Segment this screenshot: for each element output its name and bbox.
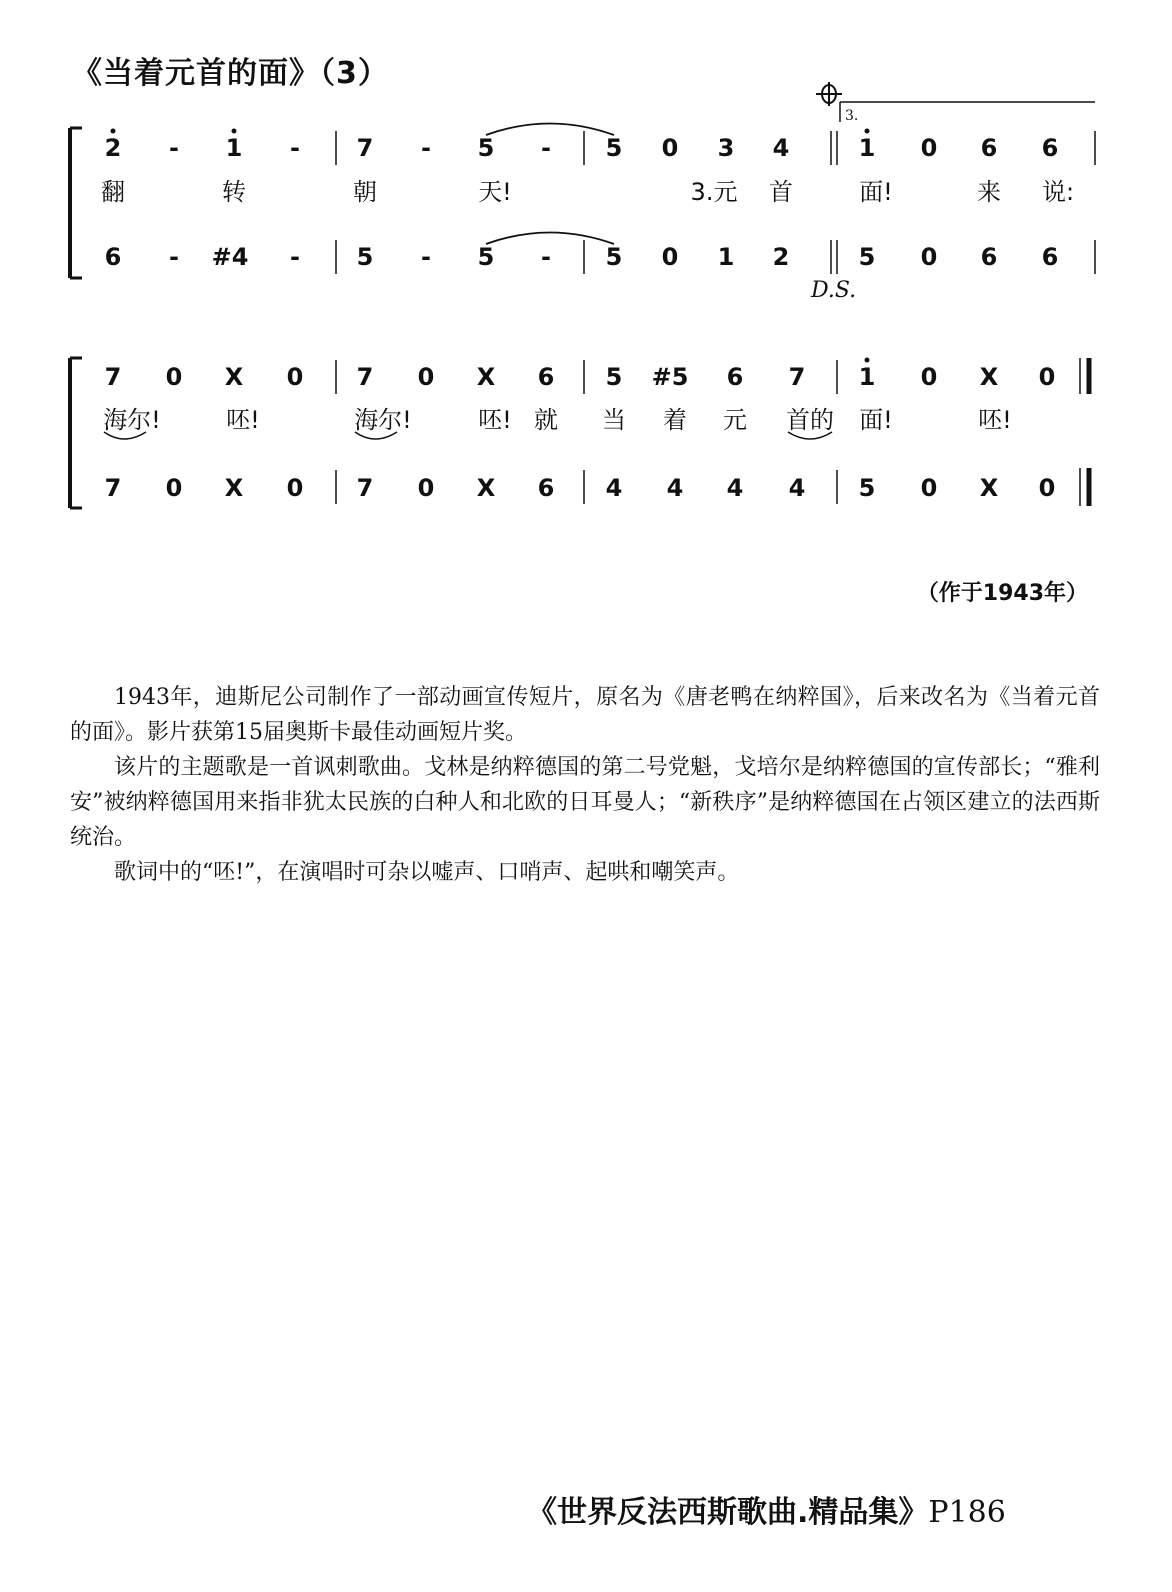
note: 6 [104,243,122,271]
note: 5 [477,134,495,162]
lyric: 转 [222,178,246,206]
note: 6 [980,243,998,271]
note: 4 [788,474,806,502]
note: 7 [104,474,122,502]
note: 1 [225,134,243,162]
numbered-score [0,0,1172,540]
note: 1 [858,134,876,162]
note: X [979,474,999,502]
note: 2 [772,243,790,271]
note: 4 [666,474,684,502]
note: 4 [772,134,790,162]
lyric: 朝 [353,178,377,206]
note: 1 [858,363,876,391]
note: 5 [605,363,623,391]
note: 0 [920,134,938,162]
lyric: 首的 [786,406,834,434]
note: 5 [605,243,623,271]
note: 7 [788,363,806,391]
note: 0 [661,134,679,162]
note: 6 [537,363,555,391]
note: 5 [477,243,495,271]
source-book: 《世界反法西斯歌曲.精品集》 [527,1495,929,1530]
note: X [224,363,244,391]
lyric: 来 [977,178,1001,206]
note: - [421,134,431,162]
source-page: P186 [928,1495,1006,1530]
note: 0 [165,474,183,502]
note: 6 [980,134,998,162]
note: 6 [726,363,744,391]
system-2-top-notes [105,363,1056,391]
note: - [541,243,551,271]
note: 0 [1038,474,1056,502]
note: 5 [605,134,623,162]
note: 0 [165,363,183,391]
coda-icon [816,82,842,106]
lyric: 着 [663,406,687,434]
note: 1 [717,243,735,271]
note: 0 [286,363,304,391]
note: X [224,474,244,502]
note: - [169,243,179,271]
note: 0 [920,243,938,271]
note: 4 [605,474,623,502]
note: 7 [104,363,122,391]
note: X [476,474,496,502]
lyric: 面! [859,406,893,434]
octave-dot [232,129,237,134]
note: 7 [356,474,374,502]
lyric: 呸! [478,406,512,434]
lyric: 说: [1041,178,1075,206]
octave-dot [865,358,870,363]
note: 4 [726,474,744,502]
system-2-bottom-notes [105,474,1056,502]
note: 0 [286,474,304,502]
volta-label: 3. [845,108,859,124]
lyric: 3.元 [690,178,738,206]
note: 0 [920,474,938,502]
system-2-lyrics [103,406,1012,434]
note: - [290,134,300,162]
note: - [421,243,431,271]
note: #4 [211,243,249,271]
note: X [476,363,496,391]
lyric: 当 [602,406,626,434]
note: 7 [356,363,374,391]
system-1-lyrics [101,178,1074,206]
lyric: 元 [723,406,747,434]
lyric: 天! [478,178,512,206]
paragraph: 该片的主题歌是一首讽刺歌曲。戈林是纳粹德国的第二号党魁，戈培尔是纳粹德国的宣传部长；“雅利安”被纳粹德国用来指非犹太民族的白种人和北欧的日耳曼人；“新秩序”是纳粹德国在占领区建立的法西斯统治。 [70,755,1100,850]
lyric: 首 [769,178,793,206]
note: #5 [651,363,689,391]
lyric: 海尔! [103,406,161,434]
lyric: 就 [534,406,558,434]
note: 0 [417,474,435,502]
note: 5 [356,243,374,271]
octave-dot [865,129,870,134]
note: 0 [1038,363,1056,391]
note: - [290,243,300,271]
lyric: 翻 [101,178,125,206]
note: 2 [104,134,122,162]
source-citation [527,1487,1006,1531]
note: 0 [661,243,679,271]
system-1-bottom-notes [105,243,1059,271]
note: 5 [858,243,876,271]
note: - [541,134,551,162]
paragraph: 歌词中的“呸!”，在演唱时可杂以嘘声、口哨声、起哄和嘲笑声。 [114,860,740,885]
note: 6 [1041,134,1059,162]
note: 6 [1041,243,1059,271]
explanatory-notes [70,680,1100,890]
song-title: 《当着元首的面》（3） [72,56,389,91]
note: 6 [537,474,555,502]
paragraph: 1943年，迪斯尼公司制作了一部动画宣传短片，原名为《唐老鸭在纳粹国》，后来改名为《当着元首的面》。影片获第15届奥斯卡最佳动画短片奖。 [70,685,1100,745]
octave-dot [111,129,116,134]
lyric: 海尔! [354,406,412,434]
note: X [979,363,999,391]
lyric: 呸! [978,406,1012,434]
note: 0 [417,363,435,391]
system-1-top-notes [105,134,1059,162]
note: - [169,134,179,162]
lyric: 呸! [226,406,260,434]
lyric: 面! [859,178,893,206]
note: 7 [356,134,374,162]
ds-mark: D.S. [811,278,857,303]
note: 3 [717,134,735,162]
composition-date: （作于1943年） [916,581,1088,606]
note: 5 [858,474,876,502]
note: 0 [920,363,938,391]
